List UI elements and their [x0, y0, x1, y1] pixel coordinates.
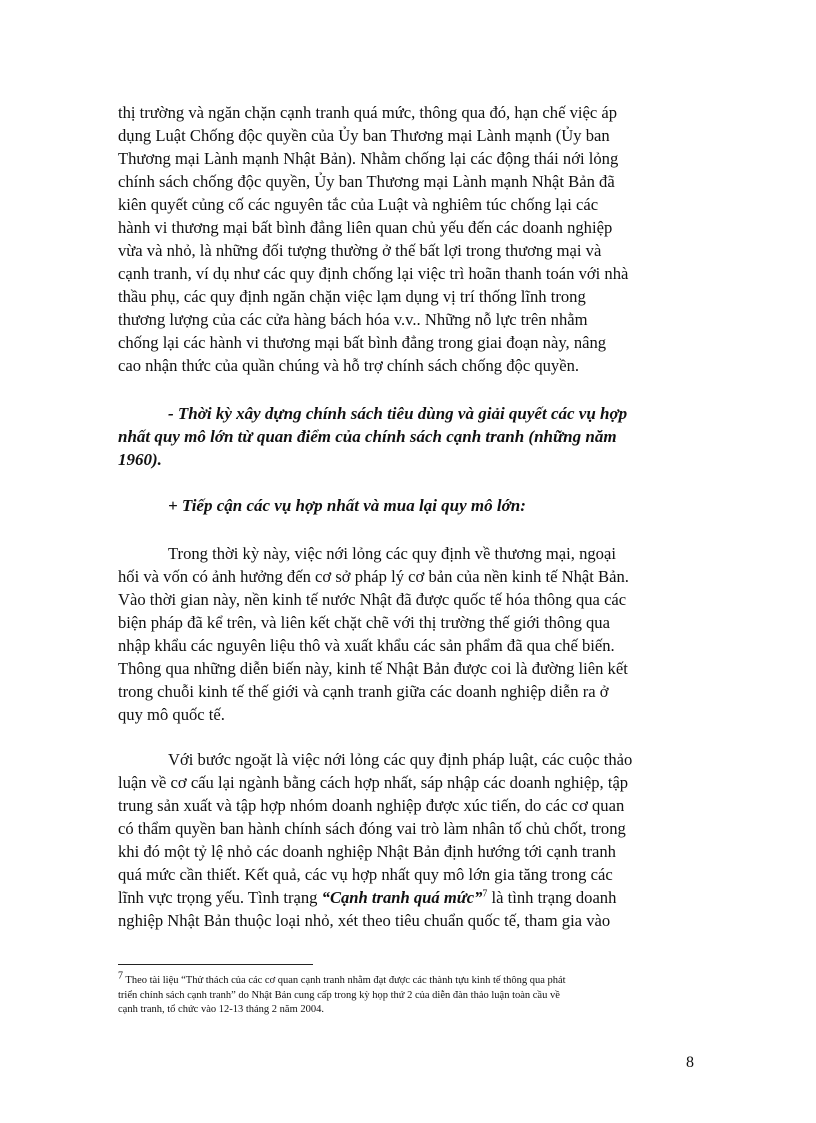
footnote-reference[interactable]: 7	[482, 888, 488, 900]
text-line: nghiệp Nhật Bản thuộc loại nhỏ, xét theo tiêu chuẩn quốc tế, tham gia vào	[118, 911, 611, 930]
text-line: quá mức cần thiết. Kết quả, các vụ hợp nhất quy mô lớn gia tăng trong các	[118, 865, 613, 884]
text-line: quy mô quốc tế.	[118, 705, 225, 724]
text-line: Với bước ngoặt là việc nới lỏng các quy định pháp luật, các cuộc thảo	[168, 750, 633, 769]
text-line: trung sản xuất và tập hợp nhóm doanh nghiệp được xúc tiến, do các cơ quan	[118, 796, 625, 815]
heading-line: + Tiếp cận các vụ hợp nhất và mua lại quy mô lớn:	[168, 496, 526, 515]
text-line	[118, 886, 698, 909]
text-line: thị trường và ngăn chặn cạnh tranh quá mức, thông qua đó, hạn chế việc áp	[118, 103, 618, 122]
paragraph-2	[118, 542, 698, 726]
footnote	[118, 970, 698, 1018]
text-line: hối và vốn có ảnh hưởng đến cơ sở pháp lý cơ bản của nền kinh tế Nhật Bản.	[118, 567, 629, 586]
text-line: có thẩm quyền ban hành chính sách đóng vai trò làm nhân tố chủ chốt, trong	[118, 819, 626, 838]
text-line: trong chuỗi kinh tế thế giới và cạnh tranh giữa các doanh nghiệp diễn ra ở	[118, 682, 609, 701]
text-line: khi đó một tỷ lệ nhỏ các doanh nghiệp Nhật Bản định hướng tới cạnh tranh	[118, 842, 616, 861]
page-number: 8	[686, 1054, 694, 1071]
subheading-mergers	[118, 494, 698, 517]
text-fragment: lĩnh vực trọng yếu. Tình trạng	[118, 888, 322, 907]
text-line: thương lượng của các cửa hàng bách hóa v.v.. Những nỗ lực trên nhằm	[118, 310, 588, 329]
text-line: biện pháp đã kể trên, và liên kết chặt chẽ với thị trường thế giới thông qua	[118, 613, 610, 632]
text-line: Vào thời gian này, nền kinh tế nước Nhật đã được quốc tế hóa thông qua các	[118, 590, 627, 609]
footnote-line: cạnh tranh, tổ chức vào 12-13 tháng 2 năm 2004.	[118, 1004, 325, 1015]
text-line: chống lại các hành vi thương mại bất bình đẳng trong giai đoạn này, nâng	[118, 333, 607, 352]
footnote-text: Theo tài liệu “Thử thách của các cơ quan cạnh tranh nhằm đạt được các thành tựu kinh tế thông qua phát	[123, 975, 566, 986]
footnote-line	[118, 970, 698, 989]
paragraph-1	[118, 101, 698, 377]
heading-line: - Thời kỳ xây dựng chính sách tiêu dùng và giải quyết các vụ hợp	[168, 404, 628, 423]
text-fragment: là tình trạng doanh	[487, 888, 617, 907]
text-line: Thương mại Lành mạnh Nhật Bản). Nhằm chống lại các động thái nới lỏng	[118, 149, 619, 168]
text-line: kiên quyết củng cố các nguyên tắc của Luật và nghiêm túc chống lại các	[118, 195, 599, 214]
text-line: vừa và nhỏ, là những đối tượng thường ở thế bất lợi trong thương mại và	[118, 241, 602, 260]
text-line: Thông qua những diễn biến này, kinh tế Nhật Bản được coi là đường liên kết	[118, 659, 628, 678]
footnote-marker: 7	[118, 970, 123, 982]
footnote-line: triển chính sách cạnh tranh” do Nhật Bản cung cấp trong kỳ họp thứ 2 của diễn đàn thảo luận toàn cầu về	[118, 989, 560, 1001]
text-line: hành vi thương mại bất bình đẳng liên quan chủ yếu đến các doanh nghiệp	[118, 218, 613, 237]
heading-line: 1960).	[118, 450, 162, 469]
text-line: cạnh tranh, ví dụ như các quy định chống lại việc trì hoãn thanh toán với nhà	[118, 264, 629, 283]
text-line: cao nhận thức của quần chúng và hỗ trợ chính sách chống độc quyền.	[118, 356, 580, 375]
text-line: Trong thời kỳ này, việc nới lỏng các quy định về thương mại, ngoại	[168, 544, 616, 563]
text-line: luận về cơ cấu lại ngành bằng cách hợp nhất, sáp nhập các doanh nghiệp, tập	[118, 773, 629, 792]
text-line: dụng Luật Chống độc quyền của Ủy ban Thương mại Lành mạnh (Ủy ban	[118, 126, 610, 145]
emphasis-term: “Cạnh tranh quá mức”	[321, 888, 483, 907]
footnote-divider	[118, 964, 313, 965]
text-line: nhập khẩu các nguyên liệu thô và xuất khẩu các sản phẩm đã qua chế biến.	[118, 636, 615, 655]
section-heading-1960s	[118, 402, 698, 471]
paragraph-3	[118, 748, 698, 932]
heading-line: nhất quy mô lớn từ quan điểm của chính sách cạnh tranh (những năm	[118, 427, 617, 446]
text-line: chính sách chống độc quyền, Ủy ban Thương mại Lành mạnh Nhật Bản đã	[118, 172, 615, 191]
text-line: thầu phụ, các quy định ngăn chặn việc lạm dụng vị trí thống lĩnh trong	[118, 287, 586, 306]
